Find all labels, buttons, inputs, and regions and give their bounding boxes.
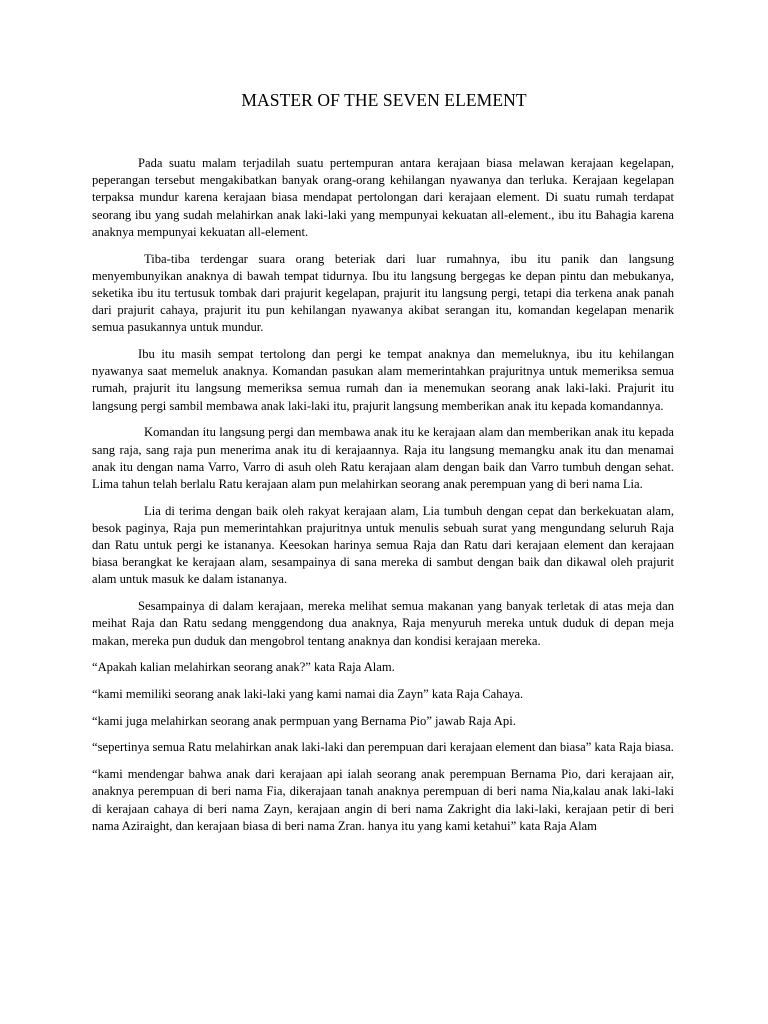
paragraph-6: Sesampainya di dalam kerajaan, mereka melihat semua makanan yang banyak terletak di atas meja dan meihat Raja dan Ratu sedang menggendong dua anaknya, Raja menyuruh mereka untuk duduk di depan meja makan, mereka pun duduk dan mengobrol tentang anaknya dan kondisi kerajaan mereka. xyxy=(92,599,674,648)
dialogue-2: “kami memiliki seorang anak laki-laki yang kami namai dia Zayn” kata Raja Cahaya. xyxy=(92,686,524,701)
dialogue-5: “kami mendengar bahwa anak dari kerajaan api ialah seorang anak perempuan Bernama Pio, dari kerajaan air, anaknya perempuan di beri nama Fia, dikerajaan tanah anaknya perempuan di beri nama Nia,kalau anak laki-laki di kerajaan cahaya di beri nama Zayn, kerajaan angin di beri nama Zakright dia laki-laki, kerajaan petir di beri nama Aziraight, dan kerajaan biasa di beri nama Zran. hanya itu yang kami ketahui” kata Raja Alam xyxy=(92,767,674,833)
document-title: MASTER OF THE SEVEN ELEMENT xyxy=(241,90,527,110)
dialogue-1: “Apakah kalian melahirkan seorang anak?” kata Raja Alam. xyxy=(92,660,395,675)
paragraph-4: Komandan itu langsung pergi dan membawa anak itu ke kerajaan alam dan memberikan anak itu kepada sang raja, sang raja pun menerima anak itu di kerajaannya. Raja itu langsung memangku anak itu dan menamai anak itu dengan nama Varro, Varro di asuh oleh Ratu kerajaan alam dengan baik dan Varro tumbuh dengan sehat. Lima tahun telah berlalu Ratu kerajaan alam pun melahirkan seorang anak perempuan yang di beri nama Lia. xyxy=(92,425,674,491)
dialogue-4: “sepertinya semua Ratu melahirkan anak laki-laki dan perempuan dari kerajaan element dan biasa” kata Raja biasa. xyxy=(92,740,674,755)
document-body xyxy=(92,155,674,844)
paragraph-2: Tiba-tiba terdengar suara orang beteriak dari luar rumahnya, ibu itu panik dan langsung menyembunyikan anaknya di bawah tempat tidurnya. Ibu itu langsung bergegas ke depan pintu dan mebukanya, seketika ibu itu tertusuk tombak dari prajurit kegelapan, prajurit itu langsung pergi, tetapi dia terkena anak panah dari prajurit cahaya, prajurit itu pun kehilangan nyawanya akibat serangan itu, komandan kegelapan menarik semua pasukannya untuk mundur. xyxy=(92,251,674,335)
paragraph-5: Lia di terima dengan baik oleh rakyat kerajaan alam, Lia tumbuh dengan cepat dan berkekuatan alam, besok paginya, Raja pun memerintahkan prajuritnya untuk menulis sebuah surat yang mengundang seluruh Raja dan Ratu untuk pergi ke istananya. Keesokan harinya semua Raja dan Ratu dari kerajaan element dan kerajaan biasa berangkat ke kerajaan alam, sesampainya di sana mereka di sambut dengan baik dan dikawal oleh prajurit alam untuk masuk ke dalam istananya. xyxy=(92,503,674,587)
dialogue-3: “kami juga melahirkan seorang anak permpuan yang Bernama Pio” jawab Raja Api. xyxy=(92,713,516,728)
paragraph-1: Pada suatu malam terjadilah suatu pertempuran antara kerajaan biasa melawan kerajaan kegelapan, peperangan tersebut mengakibatkan banyak orang-orang kehilangan nyawanya dan terluka. Kerajaan kegelapan terpaksa mundur karena kerajaan biasa mendapat pertolongan dari kerajaan element. Di suatu rumah terdapat seorang ibu yang sudah melahirkan anak laki-laki yang mempunyai kekuatan all-element., ibu itu Bahagia karena anaknya mempunyai kekuatan all-element. xyxy=(92,156,674,239)
paragraph-3: Ibu itu masih sempat tertolong dan pergi ke tempat anaknya dan memeluknya, ibu itu kehilangan nyawanya saat memeluk anaknya. Komandan pasukan alam memerintahkan prajuritnya untuk memeriksa semua rumah, prajurit itu langsung memeriksa semua rumah dan ia menemukan seorang anak laki-laki. Prajurit itu langsung pergi sambil membawa anak laki-laki itu, prajurit langsung memberikan anak itu kepada komandannya. xyxy=(92,347,674,413)
